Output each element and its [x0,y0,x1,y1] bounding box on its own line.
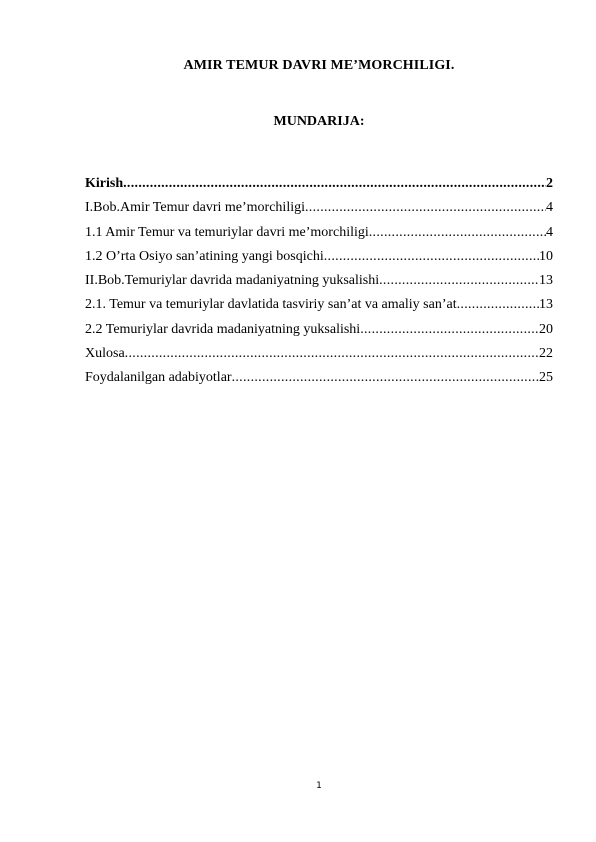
toc-entry-label: 2.2 Temuriylar davrida madaniyatning yuksalishi [85,321,361,337]
toc-entry-page: 20 [539,321,553,337]
document-title: AMIR TEMUR DAVRI ME’MORCHILIGI. [183,58,455,73]
toc-heading: MUNDARIJA: [273,114,365,129]
toc-entry-label: 1.2 O’rta Osiyo san’atining yangi bosqichi [85,248,324,264]
toc-entry-section-1-1[interactable] [85,225,553,249]
page-number: 1 [316,781,322,791]
toc-entry-page: 4 [546,200,553,216]
toc-entry-label: 1.1 Amir Temur va temuriylar davri me’morchiligi [85,224,369,240]
toc-entry-page: 10 [539,248,553,264]
toc-entry-chapter-2[interactable] [85,273,553,297]
toc-entry-page: 25 [539,370,553,386]
toc-entry-page: 2 [546,176,553,191]
toc-entry-kirish[interactable] [85,176,553,200]
toc-entry-chapter-1[interactable] [85,200,553,224]
toc-dot-leader [369,225,546,241]
toc-entry-section-2-1[interactable] [85,297,553,321]
toc-dot-leader [125,346,539,362]
toc-entry-label: 2.1. Temur va temuriylar davlatida tasviriy san’at va amaliy san’at [85,297,457,313]
toc-entry-page: 4 [546,224,553,240]
toc-entry-label: Xulosa [85,346,125,362]
toc-entry-label: II.Bob.Temuriylar davrida madaniyatning yuksalishi [85,273,380,289]
toc-entry-page: 22 [539,346,553,362]
toc-entry-xulosa[interactable] [85,346,553,370]
table-of-contents [85,176,553,395]
toc-dot-leader [360,322,539,338]
toc-dot-leader [305,200,546,216]
toc-dot-leader [457,297,539,313]
toc-entry-adabiyotlar[interactable] [85,370,553,394]
toc-entry-section-1-2[interactable] [85,249,553,273]
toc-dot-leader [324,249,539,265]
toc-dot-leader [123,176,546,192]
toc-entry-label: Foydalanilgan adabiyotlar [85,370,232,386]
toc-dot-leader [232,370,539,386]
toc-entry-page: 13 [539,297,553,313]
toc-entry-page: 13 [539,273,553,289]
toc-entry-label: Kirish [85,176,124,191]
toc-entry-section-2-2[interactable] [85,322,553,346]
toc-entry-label: I.Bob.Amir Temur davri me’morchiligi [85,200,305,216]
toc-dot-leader [379,273,539,289]
